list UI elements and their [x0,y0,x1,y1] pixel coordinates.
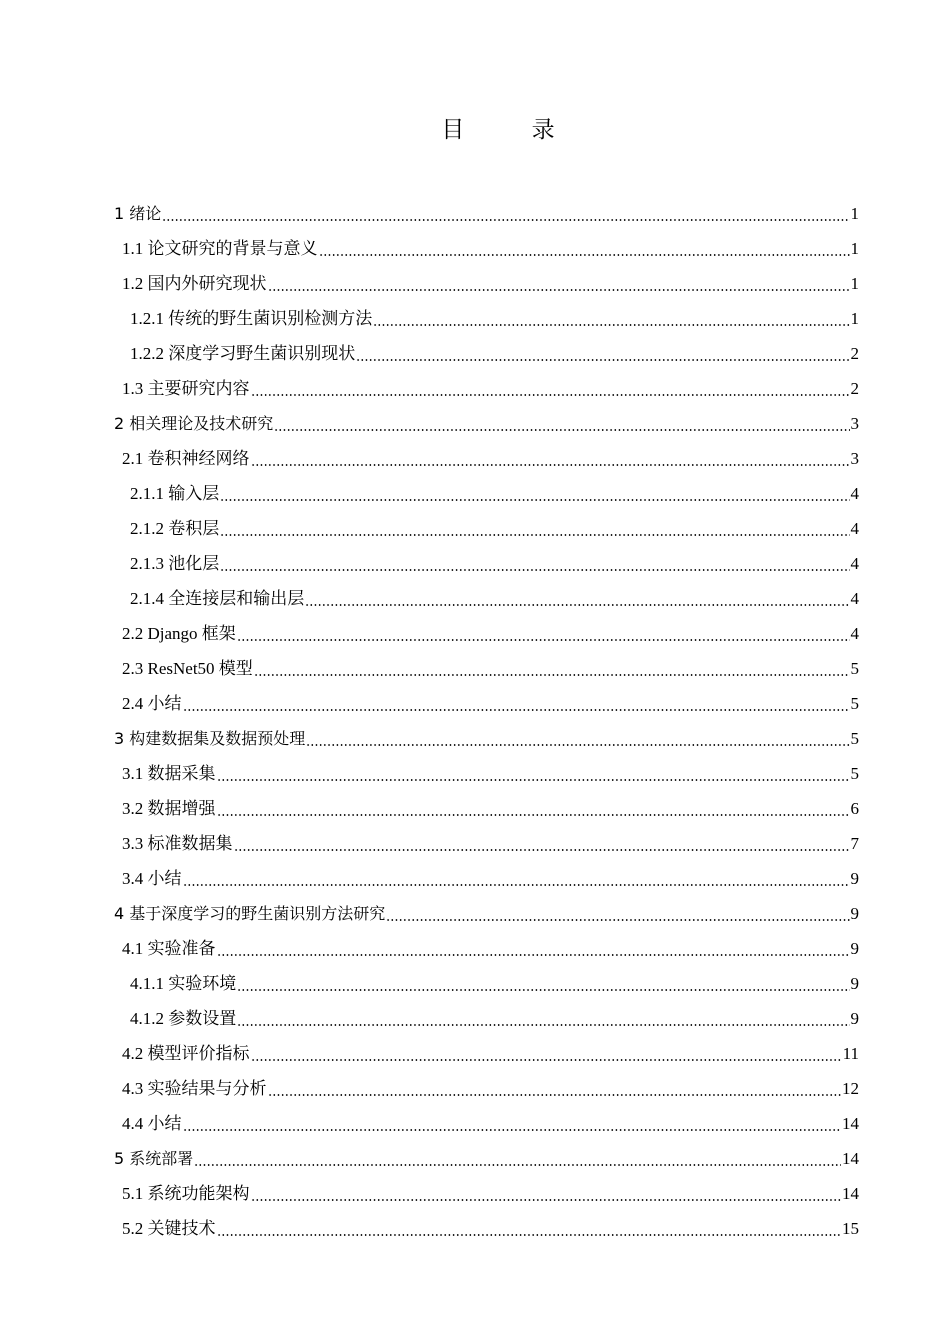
toc-entry[interactable] [0,581,950,616]
toc-entry-label: 4.1.2 参数设置 [130,1009,237,1028]
toc-entry[interactable] [0,1071,950,1106]
toc-page-number: 14 [842,1184,859,1203]
dot-leader [217,791,850,826]
toc-entry-label: 2 相关理论及技术研究 [114,414,274,433]
toc-entry[interactable] [0,441,950,476]
toc-entry-label: 4.1 实验准备 [122,939,216,958]
toc-page-number: 9 [850,974,859,993]
toc-entry[interactable] [0,231,950,266]
dot-leader [251,1176,842,1211]
toc-entry-label: 1.3 主要研究内容 [122,379,250,398]
toc-entry-label: 2.1.1 输入层 [130,484,220,503]
toc-entry-label: 3.4 小结 [122,869,182,888]
toc-entry-label: 2.2 Django 框架 [122,624,236,643]
dot-leader [234,826,850,861]
toc-entry-label: 1.2.2 深度学习野生菌识别现状 [130,344,356,363]
toc-page-number: 6 [850,799,859,818]
toc-page-number: 4 [850,554,859,573]
dot-leader [237,966,849,1001]
dot-leader [306,721,849,756]
toc-page-number: 11 [842,1044,859,1063]
toc-entry-label: 4.4 小结 [122,1114,182,1133]
toc-entry-label: 1 绪论 [114,204,162,223]
toc-entry[interactable] [0,301,950,336]
toc-page-number: 9 [850,869,859,888]
toc-entry-label: 2.1 卷积神经网络 [122,449,250,468]
toc-page-number: 1 [850,309,859,328]
toc-entry-label: 2.4 小结 [122,694,182,713]
toc-entry-label: 5.2 关键技术 [122,1219,216,1238]
table-of-contents [0,196,950,1246]
dot-leader [217,931,850,966]
toc-entry[interactable] [0,1106,950,1141]
dot-leader [251,371,850,406]
dot-leader [217,756,850,791]
toc-entry-label: 3.3 标准数据集 [122,834,233,853]
dot-leader [356,336,849,371]
dot-leader [183,1106,842,1141]
toc-entry-label: 2.3 ResNet50 模型 [122,659,253,678]
toc-entry[interactable] [0,651,950,686]
dot-leader [194,1141,841,1176]
dot-leader [268,1071,842,1106]
toc-page-number: 3 [850,414,859,433]
dot-leader [217,1211,842,1246]
toc-entry[interactable] [0,966,950,1001]
toc-page-number: 4 [850,624,859,643]
dot-leader [305,581,849,616]
dot-leader [162,196,849,231]
toc-page-number: 5 [850,659,859,678]
dot-leader [183,861,850,896]
toc-entry[interactable] [0,826,950,861]
toc-entry-label: 5.1 系统功能架构 [122,1184,250,1203]
toc-entry-label: 1.2.1 传统的野生菌识别检测方法 [130,309,373,328]
toc-entry[interactable] [0,336,950,371]
dot-leader [220,511,849,546]
toc-page-number: 14 [842,1114,859,1133]
toc-entry[interactable] [0,791,950,826]
dot-leader [373,301,849,336]
dot-leader [268,266,850,301]
dot-leader [220,546,849,581]
toc-entry-label: 2.1.3 池化层 [130,554,220,573]
toc-page-number: 9 [850,939,859,958]
toc-page-number: 15 [842,1219,859,1238]
toc-entry[interactable] [0,371,950,406]
toc-entry-label: 3.2 数据增强 [122,799,216,818]
toc-entry-label: 4.1.1 实验环境 [130,974,237,993]
toc-page-number: 1 [850,239,859,258]
toc-entry-label: 4.3 实验结果与分析 [122,1079,267,1098]
toc-page-number: 2 [850,379,859,398]
toc-entry-label: 3.1 数据采集 [122,764,216,783]
dot-leader [251,1036,842,1071]
toc-page-number: 5 [850,694,859,713]
toc-entry-label: 1.2 国内外研究现状 [122,274,267,293]
toc-page-number: 3 [850,449,859,468]
toc-page-number: 7 [850,834,859,853]
toc-page-number: 4 [850,519,859,538]
toc-entry[interactable] [0,756,950,791]
dot-leader [183,686,850,721]
toc-entry[interactable] [0,476,950,511]
toc-entry-label: 4 基于深度学习的野生菌识别方法研究 [114,904,386,923]
toc-entry[interactable] [0,1036,950,1071]
toc-entry[interactable] [0,1176,950,1211]
toc-entry[interactable] [0,406,950,441]
toc-entry[interactable] [0,616,950,651]
toc-entry[interactable] [0,511,950,546]
toc-entry-label: 2.1.4 全连接层和输出层 [130,589,305,608]
toc-page-number: 9 [850,1009,859,1028]
toc-entry-label: 4.2 模型评价指标 [122,1044,250,1063]
toc-page-number: 9 [850,904,859,923]
dot-leader [254,651,850,686]
toc-entry-label: 5 系统部署 [114,1149,194,1168]
dot-leader [237,616,850,651]
toc-entry[interactable] [0,931,950,966]
toc-entry[interactable] [0,1001,950,1036]
toc-entry[interactable] [0,1141,950,1176]
toc-page-number: 2 [850,344,859,363]
toc-page-number: 12 [842,1079,859,1098]
dot-leader [319,231,850,266]
toc-page-number: 4 [850,484,859,503]
toc-entry[interactable] [0,861,950,896]
toc-page-number: 5 [850,764,859,783]
toc-page-number: 1 [850,274,859,293]
toc-page-number: 14 [842,1149,859,1168]
toc-page-number: 4 [850,589,859,608]
dot-leader [220,476,849,511]
dot-leader [274,406,849,441]
toc-page-number: 1 [850,204,859,223]
toc-entry[interactable] [0,196,950,231]
toc-entry[interactable] [0,266,950,301]
dot-leader [237,1001,849,1036]
toc-entry-label: 3 构建数据集及数据预处理 [114,729,306,748]
dot-leader [251,441,850,476]
toc-entry[interactable] [0,686,950,721]
toc-entry[interactable] [0,896,950,931]
dot-leader [386,896,849,931]
page-title: 目 录 [441,117,585,143]
toc-entry[interactable] [0,721,950,756]
toc-entry[interactable] [0,1211,950,1246]
toc-entry-label: 1.1 论文研究的背景与意义 [122,239,318,258]
toc-page-number: 5 [850,729,859,748]
toc-entry-label: 2.1.2 卷积层 [130,519,220,538]
toc-entry[interactable] [0,546,950,581]
